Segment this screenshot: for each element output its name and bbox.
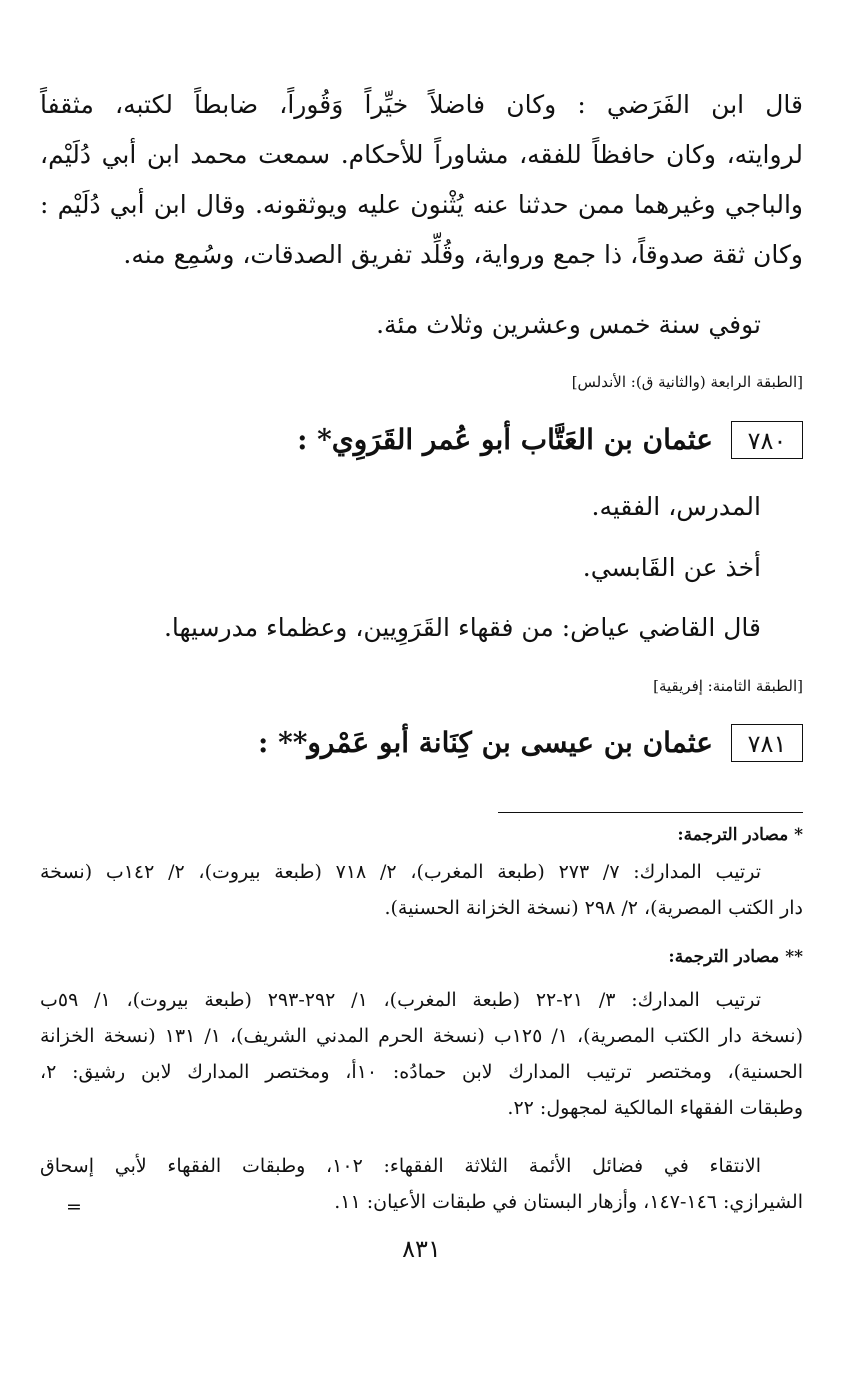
footnote-sources-781 xyxy=(40,982,803,1126)
footnote-line: (نسخة دار الكتب المصرية)، ١/ ١٢٥ب (نسخة الحرم المدني الشريف)، ١/ ١٣١ (نسخة الخزانة xyxy=(40,1025,803,1047)
entry-heading-781 xyxy=(258,723,803,763)
entry-heading-780 xyxy=(297,420,803,460)
entry-line: أخذ عن القَابسي. xyxy=(582,553,761,582)
entry-line: قال القاضي عياض: من فقهاء القَرَوِيين، وعظماء مدرسيها. xyxy=(163,613,761,642)
footnote-line: ترتيب المدارك: ٣/ ٢١-٢٢ (طبعة المغرب)، ١/ ٢٩٢-٢٩٣ (طبعة بيروت)، ١/ ٥٩ب xyxy=(40,989,761,1011)
footnote-sources-780 xyxy=(40,854,803,926)
footnote-line: الحسنية)، ومختصر ترتيب المدارك لابن حمادُه: ١٠أ، ومختصر المدارك لابن رشيق: ٢، xyxy=(40,1061,803,1083)
entry-line: المدرس، الفقيه. xyxy=(591,492,761,521)
death-date-text: توفي سنة خمس وعشرين وثلاث مئة. xyxy=(376,310,761,339)
text-line: وكان ثقة صدوقاً، ذا جمع ورواية، وقُلِّد تفريق الصدقات، وسُمِع منه. xyxy=(123,240,803,269)
footnote-line: دار الكتب المصرية)، ٢/ ٢٩٨ (نسخة الخزانة الحسنية). xyxy=(384,897,803,919)
entry-name: عثمان بن عيسى بن كِنَانة أبو عَمْرو** : xyxy=(258,726,713,759)
paragraph-ibn-al-faradi xyxy=(40,80,803,280)
text-line: قال ابن الفَرَضي : وكان فاضلاً خيِّراً وَقُوراً، ضابطاً لكتبه، مثقفاً xyxy=(40,90,803,119)
tabaqa-label: [الطبقة الثامنة: إفريقية] xyxy=(653,677,803,695)
footnote-separator xyxy=(498,812,803,813)
text-line: والباجي وغيرهما ممن حدثنا عنه يُثْنون عليه ويوثقونه. وقال ابن أبي دُلَيْم : xyxy=(40,190,803,219)
footnote-heading: ** مصادر الترجمة: xyxy=(668,947,803,967)
page-number: ٨٣١ xyxy=(402,1235,441,1263)
entry-number-box: ٧٨٠ xyxy=(731,421,803,459)
continuation-mark: = xyxy=(66,1196,82,1218)
footnote-line: وطبقات الفقهاء المالكية لمجهول: ٢٢. xyxy=(507,1097,803,1119)
footnote-line: ترتيب المدارك: ٧/ ٢٧٣ (طبعة المغرب)، ٢/ ٧١٨ (طبعة بيروت)، ٢/ ١٤٢ب (نسخة xyxy=(40,861,761,883)
footnote-line: الشيرازي: ١٤٦-١٤٧، وأزهار البستان في طبقات الأعيان: ١١. xyxy=(334,1191,803,1213)
text-line: لروايته، وكان حافظاً للفقه، مشاوراً للأحكام. سمعت محمد ابن أبي دُلَيْم، xyxy=(40,140,803,169)
entry-number-box: ٧٨١ xyxy=(731,724,803,762)
footnote-line: الانتقاء في فضائل الأئمة الثلاثة الفقهاء: ١٠٢، وطبقات الفقهاء لأبي إسحاق xyxy=(40,1155,762,1177)
entry-name: عثمان بن العَتَّاب أبو عُمر القَرَوِي* : xyxy=(297,423,713,456)
footnote-heading: * مصادر الترجمة: xyxy=(677,825,803,845)
tabaqa-label: [الطبقة الرابعة (والثانية ق): الأندلس] xyxy=(571,373,803,391)
footnote-sources-781-cont xyxy=(40,1148,803,1220)
